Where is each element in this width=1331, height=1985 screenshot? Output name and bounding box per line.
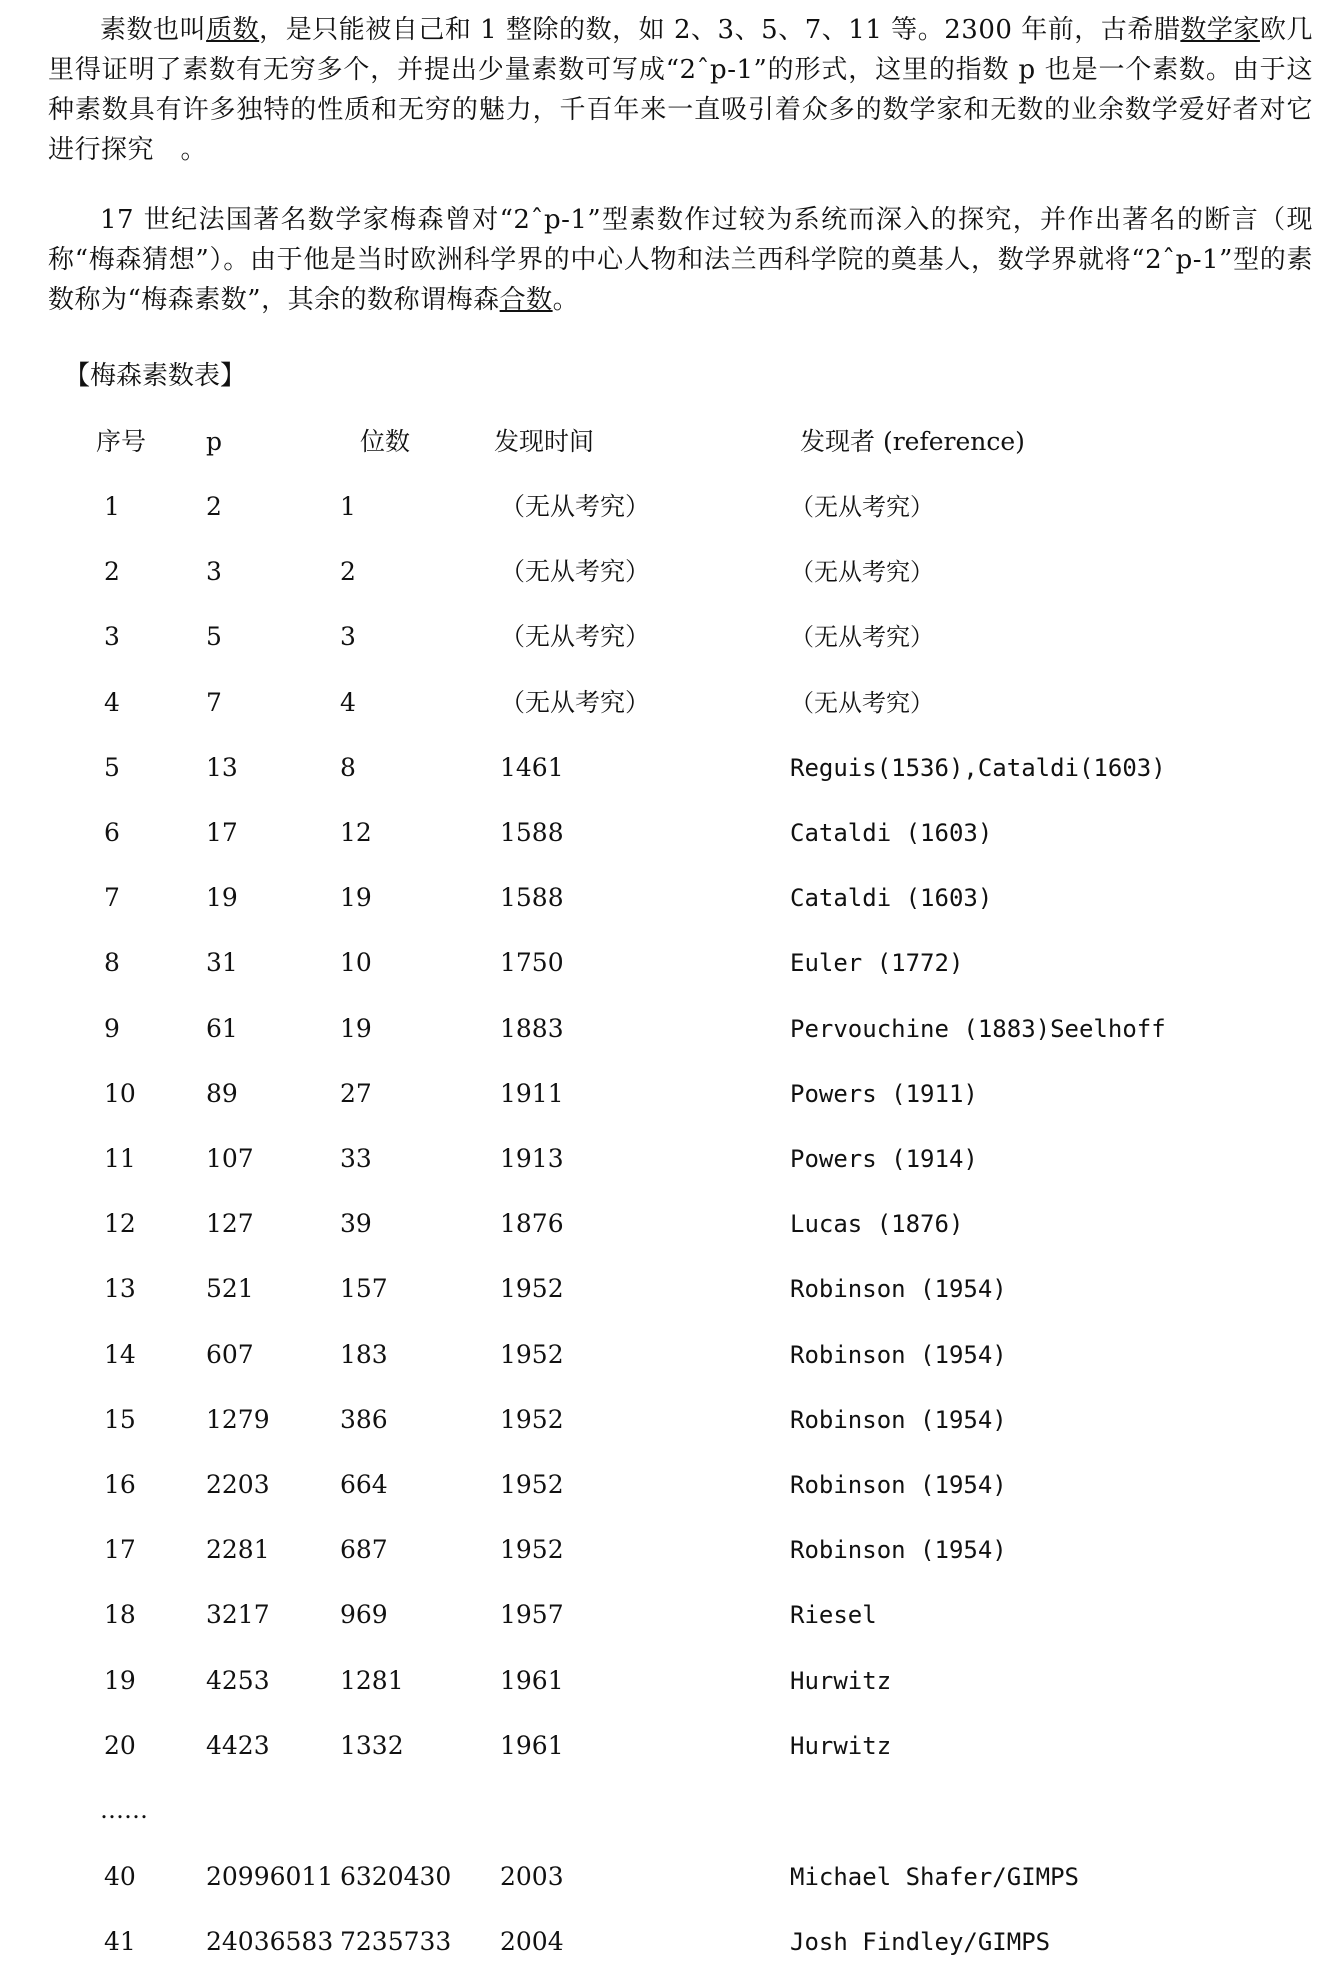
table-row [0,1400,1331,1440]
cell-year: （无从考究） [500,687,651,717]
table-header-row [0,422,1331,462]
cell-digits: 969 [340,1600,388,1630]
table-row [0,1530,1331,1570]
cell-year: 1876 [500,1209,564,1239]
cell-digits: 6320430 [340,1862,452,1891]
cell-digits: 183 [340,1339,388,1369]
cell-discoverer: Euler (1772) [790,949,964,978]
cell-index: 16 [104,1470,136,1499]
cell-p: 19 [206,883,238,913]
cell-p: 61 [206,1013,238,1043]
table-row [0,878,1331,918]
cell-p: 2203 [206,1470,270,1499]
cell-year: （无从考究） [500,622,651,652]
table-row [0,1661,1331,1701]
cell-digits: 3 [340,622,356,652]
table-row [0,748,1331,788]
cell-year: （无从考究） [500,557,651,587]
cell-digits: 1 [340,492,356,521]
cell-year: 1961 [500,1730,564,1760]
header-p: p [206,427,223,456]
cell-discoverer: Robinson (1954) [790,1471,1007,1499]
cell-year: （无从考究） [500,492,651,521]
text-run: 欧几里得证明了素数有无穷多个，并提出少量素数可写成“2ˆp-1”的形式，这里的指数 p 也是一个素数。由于这种素数具有许多独特的性质和无穷的魅力，千百年来一直吸引着众多的数学家和无数的业余数学爱好者对它进行探究 。 [48,15,1313,165]
cell-digits: 12 [340,818,372,847]
cell-p: 607 [206,1339,254,1369]
cell-index: 11 [104,1144,136,1173]
table-row [0,1269,1331,1309]
link-heshu[interactable]: 合数 [499,285,553,315]
cell-index: 41 [104,1927,136,1957]
link-zhishu[interactable]: 质数 [206,15,260,45]
cell-p: 20996011 [206,1862,334,1891]
cell-index: 1 [104,492,120,521]
cell-index: 40 [104,1862,136,1891]
cell-discoverer: Lucas (1876) [790,1210,964,1239]
table-row [0,813,1331,853]
cell-index: 6 [104,818,120,847]
cell-year: 2003 [500,1862,564,1891]
cell-index: 3 [104,622,120,652]
cell-digits: 1281 [340,1665,404,1695]
table-row [0,1204,1331,1244]
cell-year: 1952 [500,1535,564,1565]
cell-digits: 8 [340,752,356,782]
table-row [0,1465,1331,1505]
cell-p: 13 [206,752,238,782]
cell-year: 1952 [500,1470,564,1499]
cell-index: 14 [104,1339,136,1369]
cell-year: 1750 [500,948,564,978]
cell-digits: 157 [340,1274,388,1304]
cell-digits: 1332 [340,1730,404,1760]
cell-index: 12 [104,1209,136,1239]
cell-digits: 664 [340,1470,388,1499]
intro-paragraph [48,10,1313,170]
table-row [0,1009,1331,1049]
cell-discoverer: Robinson (1954) [790,1275,1007,1304]
cell-digits: 19 [340,883,372,913]
cell-year: 1957 [500,1600,564,1630]
cell-discoverer: Pervouchine (1883)Seelhoff [790,1014,1166,1043]
cell-digits: 386 [340,1404,388,1434]
cell-p: 2281 [206,1535,270,1565]
cell-digits: 19 [340,1013,372,1043]
link-shuxuejia[interactable]: 数学家 [1180,15,1260,45]
cell-p: 521 [206,1274,254,1304]
cell-p: 5 [206,622,222,652]
cell-digits: 27 [340,1078,372,1108]
table-row [0,617,1331,657]
cell-index: 4 [104,687,120,717]
cell-discoverer: Cataldi (1603) [790,884,993,913]
header-discoverer: 发现者 (reference) [800,427,1025,456]
cell-index: 7 [104,883,120,913]
cell-p: 24036583 [206,1927,334,1957]
cell-year: 1952 [500,1274,564,1304]
cell-p: 89 [206,1078,238,1108]
cell-index: 17 [104,1535,136,1565]
table-row [0,1595,1331,1635]
cell-discoverer: Hurwitz [790,1731,892,1760]
table-title: 【梅森素数表】 [64,361,247,391]
cell-p: 4423 [206,1730,270,1760]
cell-digits: 39 [340,1209,372,1239]
table-row [0,683,1331,723]
cell-year: 1952 [500,1404,564,1434]
cell-p: 7 [206,687,222,717]
cell-discoverer: （无从考究） [790,688,934,717]
cell-index: 20 [104,1730,136,1760]
cell-year: 2004 [500,1927,564,1957]
cell-year: 1961 [500,1665,564,1695]
cell-year: 1461 [500,752,564,782]
cell-p: 2 [206,492,222,521]
table-row [0,943,1331,983]
cell-index: 9 [104,1013,120,1043]
cell-year: 1913 [500,1144,564,1173]
cell-discoverer: Riesel [790,1601,877,1630]
cell-digits: 33 [340,1144,372,1173]
cell-p: 31 [206,948,238,978]
cell-discoverer: （无从考究） [790,558,934,587]
cell-year: 1911 [500,1078,564,1108]
text-run: ，是只能被自己和 1 整除的数，如 2、3、5、7、11 等。2300 年前，古希腊 [259,15,1181,45]
cell-discoverer: （无从考究） [790,493,934,521]
cell-digits: 2 [340,557,356,587]
cell-discoverer: Robinson (1954) [790,1536,1007,1565]
header-year: 发现时间 [494,427,595,456]
cell-digits: 687 [340,1535,388,1565]
cell-year: 1952 [500,1339,564,1369]
cell-discoverer: Robinson (1954) [790,1405,1007,1434]
table-row [0,1335,1331,1375]
table-row [0,487,1331,527]
cell-p: 4253 [206,1665,270,1695]
cell-index: 19 [104,1665,136,1695]
cell-index: 13 [104,1274,136,1304]
table-row [0,552,1331,592]
cell-year: 1588 [500,818,564,847]
cell-discoverer: Josh Findley/GIMPS [790,1928,1051,1957]
cell-year: 1883 [500,1013,564,1043]
cell-index: 18 [104,1600,136,1630]
table-ellipsis: …… [100,1796,148,1824]
cell-index: 5 [104,752,120,782]
text-run: 素数也叫 [100,15,207,45]
cell-p: 3 [206,557,222,587]
mersenne-paragraph [48,200,1313,320]
cell-index: 8 [104,948,120,978]
text-run: 17 世纪法国著名数学家梅森曾对“2ˆp-1”型素数作过较为系统而深入的探究，并作出著名的断言（现称“梅森猜想”）。由于他是当时欧洲科学界的中心人物和法兰西科学院的奠基人，数学界就将“2ˆp-1”型的素数称为“梅森素数”，其余的数称谓梅森 [48,205,1313,315]
cell-discoverer: Powers (1911) [790,1079,978,1108]
cell-discoverer: Hurwitz [790,1666,892,1695]
cell-discoverer: Robinson (1954) [790,1340,1007,1369]
text-run: 。 [552,285,580,315]
cell-p: 107 [206,1144,254,1173]
table-row [0,1074,1331,1114]
table-row [0,1857,1331,1897]
cell-p: 17 [206,818,238,847]
header-index: 序号 [96,427,147,456]
table-row [0,1922,1331,1962]
table-row [0,1139,1331,1179]
cell-discoverer: Michael Shafer/GIMPS [790,1863,1079,1891]
cell-discoverer: Powers (1914) [790,1145,978,1173]
cell-p: 1279 [206,1404,270,1434]
cell-index: 2 [104,557,120,587]
cell-digits: 10 [340,948,372,978]
cell-discoverer: （无从考究） [790,623,934,652]
cell-p: 3217 [206,1600,270,1630]
cell-year: 1588 [500,883,564,913]
table-row [0,1726,1331,1766]
cell-discoverer: Cataldi (1603) [790,819,993,847]
cell-index: 10 [104,1078,136,1108]
cell-digits: 4 [340,687,356,717]
header-digits: 位数 [360,427,411,456]
cell-index: 15 [104,1404,136,1434]
cell-digits: 7235733 [340,1927,452,1957]
cell-p: 127 [206,1209,254,1239]
cell-discoverer: Reguis(1536),Cataldi(1603) [790,753,1166,782]
